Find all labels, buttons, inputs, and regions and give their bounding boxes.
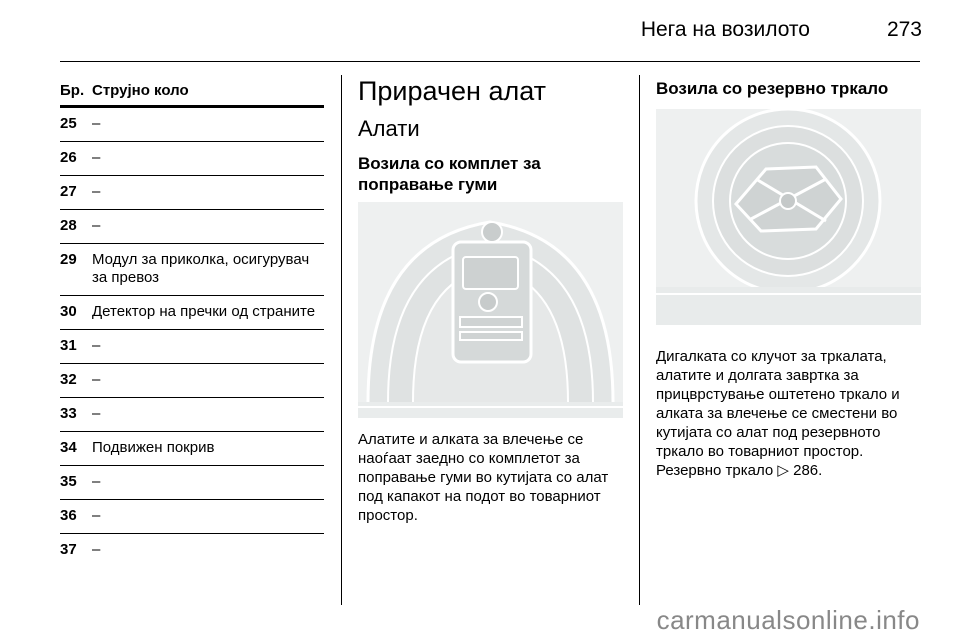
table-row (60, 210, 324, 244)
table-header-no: Бр. (60, 82, 85, 99)
fuse-number: 32 (60, 371, 77, 388)
table-row (60, 244, 324, 296)
fuse-number: 37 (60, 541, 77, 558)
page-number: 273 (886, 18, 922, 41)
table-row (60, 534, 324, 567)
table-row (60, 176, 324, 210)
table-row (60, 296, 324, 330)
table-row (60, 398, 324, 432)
section-title: Прирачен алат (358, 76, 546, 106)
header-rule (60, 61, 920, 62)
table-row (60, 432, 324, 466)
body-paragraph-spare-wheel (656, 347, 921, 480)
column-divider-2 (639, 75, 640, 605)
tire-repair-kit-illustration (358, 202, 623, 418)
table-header-label: Струјно коло (92, 82, 189, 99)
fuse-number: 29 (60, 251, 77, 268)
topic-heading-spare-wheel: Возила со резервно тркало (656, 79, 889, 98)
circuit-description: – (92, 183, 101, 200)
right-column (656, 75, 921, 480)
fuse-number: 25 (60, 115, 77, 132)
circuit-description: – (92, 115, 101, 132)
subsection-title: Алати (358, 116, 420, 141)
circuit-description: – (92, 541, 101, 558)
body-text: Дигалката со клучот за тркалата, алатите и долгата завртка за прицврстување оштетено тркало и алката за влечење се сместени во кутијата со алат под резервното тркало во товарниот простор. (656, 348, 900, 460)
circuit-description: – (92, 473, 101, 490)
circuit-description: – (92, 217, 101, 234)
fuse-table (60, 82, 324, 567)
circuit-description: Подвижен покрив (92, 439, 215, 456)
table-row (60, 466, 324, 500)
fuse-number: 26 (60, 149, 77, 166)
circuit-description: – (92, 507, 101, 524)
header-title: Нега на возилото (640, 18, 810, 41)
circuit-description: – (92, 337, 101, 354)
fuse-number: 28 (60, 217, 77, 234)
fuse-number: 35 (60, 473, 77, 490)
fuse-number: 31 (60, 337, 77, 354)
table-header (60, 82, 324, 108)
circuit-description: Модул за приколка, осигурувач за превоз (92, 251, 310, 286)
topic-heading: Возила со комплет за поправање гуми (358, 154, 541, 194)
circuit-description: – (92, 149, 101, 166)
table-row (60, 364, 324, 398)
fuse-number: 33 (60, 405, 77, 422)
circuit-description: – (92, 371, 101, 388)
reference-page-link[interactable]: 286. (793, 462, 823, 479)
spare-wheel-jack-illustration (656, 109, 921, 325)
body-paragraph: Алатите и алката за влечење се наоѓаат заедно со комплетот за поправање гуми во кутијата со алат под капакот на подот во товарниот простор. (358, 431, 609, 524)
column-divider-1 (341, 75, 342, 605)
circuit-description: Детектор на пречки од страните (92, 303, 316, 320)
table-row (60, 142, 324, 176)
fuse-number: 27 (60, 183, 77, 200)
table-body (60, 108, 324, 567)
reference-text: Резервно тркало (656, 462, 774, 479)
table-row (60, 108, 324, 142)
fuse-number: 30 (60, 303, 77, 320)
circuit-description: – (92, 405, 101, 422)
reference-arrow-icon: ▷ (777, 462, 789, 479)
fuse-number: 34 (60, 439, 77, 456)
table-row (60, 500, 324, 534)
footer-watermark: carmanualsonline.info (656, 605, 920, 635)
fuse-number: 36 (60, 507, 77, 524)
middle-column (358, 75, 623, 525)
table-row (60, 330, 324, 364)
